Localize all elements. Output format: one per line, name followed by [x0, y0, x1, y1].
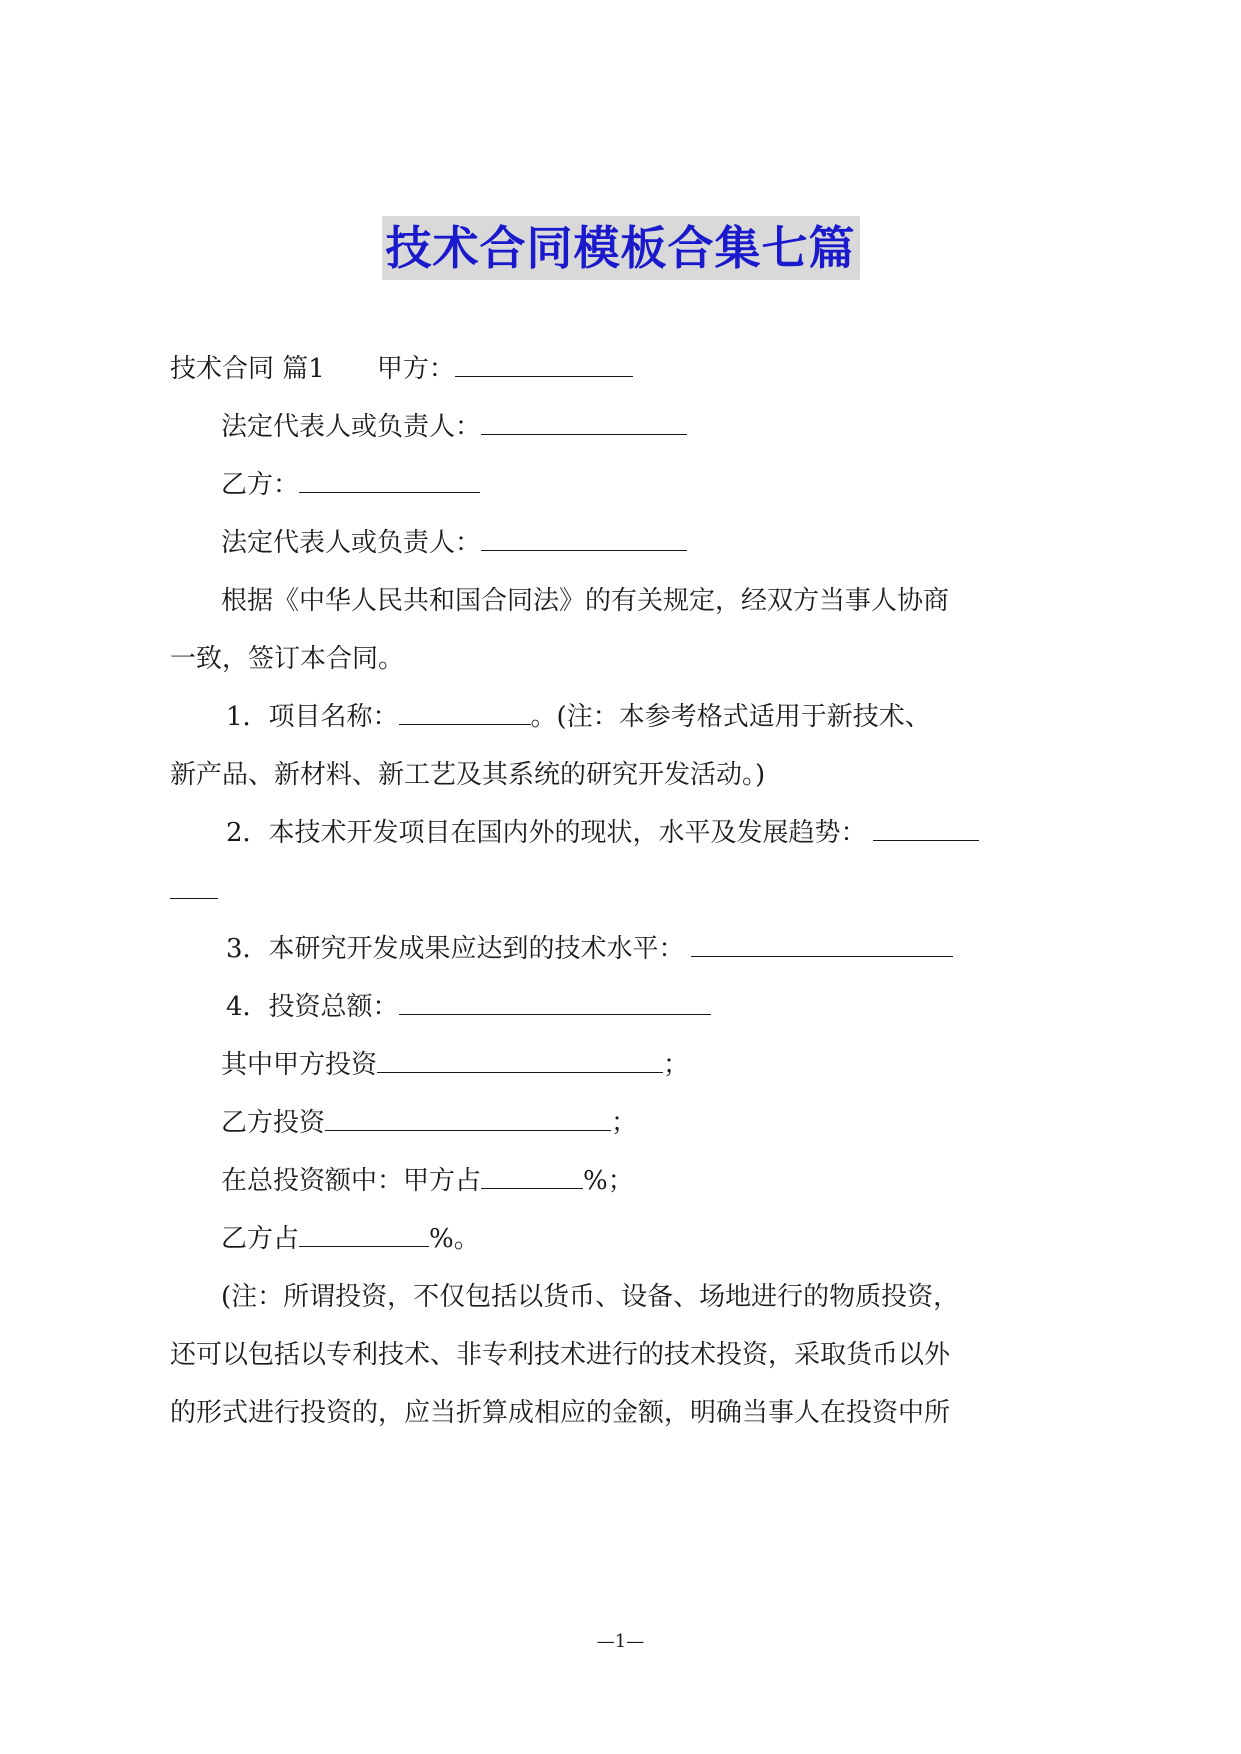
- party-a-investment-line: [221, 1048, 689, 1082]
- item-3-blank: [691, 934, 953, 957]
- party-a-representative-blank: [481, 412, 687, 435]
- item-3-label: 3．本研究开发成果应达到的技术水平：: [226, 934, 685, 964]
- item-1-line: [226, 700, 931, 734]
- party-a-investment-end: ；: [663, 1050, 690, 1080]
- party-b-representative-line: [221, 526, 687, 560]
- item-2-label: 2．本技术开发项目在国内外的现状，水平及发展趋势：: [226, 818, 867, 848]
- party-a-investment-label: 其中甲方投资: [221, 1050, 378, 1080]
- preamble-line-2: 一致，签订本合同。: [170, 644, 405, 674]
- party-b-label: 乙方：: [221, 470, 300, 500]
- party-b-share-end: %。: [429, 1224, 480, 1254]
- investment-note-line-2: 还可以包括以专利技术、非专利技术进行的技术投资，采取货币以外: [170, 1340, 951, 1370]
- party-b-investment-end: ；: [611, 1108, 638, 1138]
- party-b-share-label: 乙方占: [221, 1224, 300, 1254]
- party-a-share-line: [221, 1164, 634, 1198]
- party-b-blank: [299, 470, 480, 493]
- item-2-blank-tail: [170, 876, 218, 899]
- party-a-representative-label: 法定代表人或负责人：: [221, 412, 482, 442]
- item-4-line: [226, 990, 711, 1024]
- party-b-investment-label: 乙方投资: [221, 1108, 326, 1138]
- party-a-investment-blank: [377, 1050, 663, 1073]
- page-number: —1—: [596, 1631, 645, 1652]
- item-1-label: 1．项目名称：: [226, 702, 399, 732]
- party-b-line: [221, 468, 480, 502]
- party-a-share-blank: [481, 1166, 583, 1189]
- item-2-line: [226, 816, 979, 850]
- item-1-note: 。(注：本参考格式适用于新技术、: [530, 702, 931, 732]
- item-2-blank-continued: [170, 874, 218, 908]
- party-a-representative-line: [221, 410, 687, 444]
- item-1-note-continued: 新产品、新材料、新工艺及其系统的研究开发活动。): [170, 760, 766, 790]
- item-2-blank: [873, 818, 979, 841]
- item-4-label: 4．投资总额：: [226, 992, 399, 1022]
- party-b-investment-line: [221, 1106, 637, 1140]
- section-label: 技术合同 篇1: [170, 354, 325, 384]
- document-title: 技术合同模板合集七篇: [382, 216, 860, 280]
- investment-note-line-3: 的形式进行投资的，应当折算成相应的金额，明确当事人在投资中所: [170, 1398, 951, 1428]
- party-b-share-line: [221, 1222, 480, 1256]
- party-b-share-blank: [299, 1224, 429, 1247]
- party-a-label: 甲方：: [376, 354, 455, 384]
- title-wrap: [0, 216, 1241, 280]
- item-3-line: [226, 932, 953, 966]
- party-a-blank: [455, 354, 633, 377]
- party-b-representative-blank: [481, 528, 687, 551]
- party-a-share-end: %；: [583, 1166, 634, 1196]
- investment-note-line-1: (注：所谓投资，不仅包括以货币、设备、场地进行的物质投资，: [221, 1282, 960, 1312]
- preamble-line-1: 根据《中华人民共和国合同法》的有关规定，经双方当事人协商: [221, 586, 950, 616]
- item-1-blank: [399, 702, 531, 725]
- item-4-blank: [399, 992, 711, 1015]
- party-b-investment-blank: [325, 1108, 611, 1131]
- party-b-representative-label: 法定代表人或负责人：: [221, 528, 482, 558]
- contract-heading-line: [170, 352, 633, 386]
- party-a-share-label: 在总投资额中：甲方占: [221, 1166, 482, 1196]
